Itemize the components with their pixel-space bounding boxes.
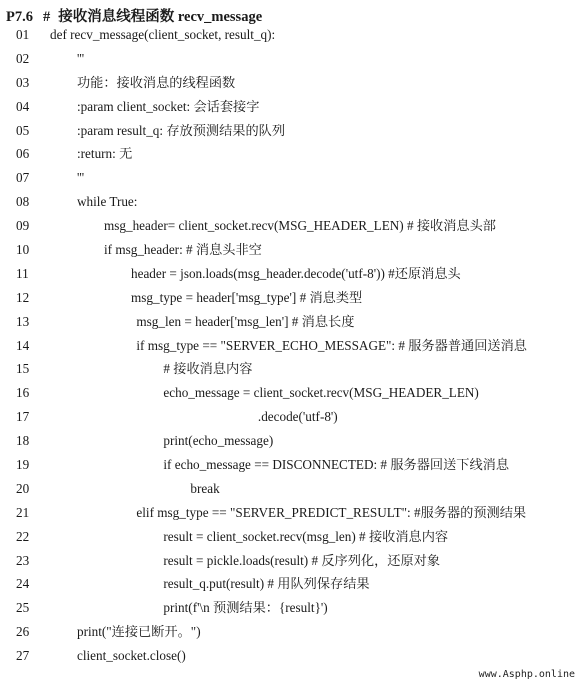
code-line	[0, 453, 581, 477]
code-line	[0, 429, 581, 453]
line-number: 25	[16, 600, 30, 616]
line-code: if echo_message == DISCONNECTED: # 服务器回送下线消息	[163, 457, 510, 473]
code-line	[0, 596, 581, 620]
line-number: 12	[16, 289, 30, 305]
line-code: msg_len = header['msg_len'] # 消息长度	[136, 313, 355, 329]
line-number: 01	[16, 27, 30, 42]
line-number: 05	[16, 122, 30, 138]
code-line	[0, 310, 581, 334]
line-number: 09	[16, 218, 30, 234]
line-number: 14	[16, 337, 30, 353]
line-code: while True:	[77, 194, 138, 210]
code-line	[0, 477, 581, 501]
code-line	[0, 549, 581, 573]
line-code: elif msg_type == "SERVER_PREDICT_RESULT": #服务器的预测结果	[136, 504, 527, 520]
code-line	[0, 286, 581, 310]
line-code: '''	[77, 50, 85, 66]
line-number: 17	[16, 409, 30, 425]
line-code: msg_header= client_socket.recv(MSG_HEADER_LEN) # 接收消息头部	[104, 218, 496, 234]
line-code: result = pickle.loads(result) # 反序列化，还原对象	[163, 552, 441, 568]
code-line	[0, 381, 581, 405]
line-code: :param result_q: 存放预测结果的队列	[77, 122, 286, 138]
code-listing	[0, 23, 581, 668]
line-number: 26	[16, 624, 30, 640]
code-line	[0, 357, 581, 381]
line-code: def recv_message(client_socket, result_q):	[50, 27, 276, 42]
line-code: 功能：接收消息的线程函数	[77, 74, 236, 90]
code-line	[0, 214, 581, 238]
line-number: 18	[16, 433, 30, 449]
line-number: 03	[16, 74, 30, 90]
listing-number: P7.6	[6, 9, 33, 25]
code-line	[0, 238, 581, 262]
code-line	[0, 166, 581, 190]
code-line	[0, 572, 581, 596]
listing-hash: #	[42, 9, 51, 25]
line-number: 07	[16, 170, 30, 186]
code-line	[0, 47, 581, 71]
line-number: 13	[16, 313, 30, 329]
line-code: # 接收消息内容	[163, 361, 253, 377]
listing-caption: 接收消息线程函数 recv_message	[58, 9, 263, 25]
code-line	[0, 644, 581, 668]
line-code: break	[190, 480, 220, 496]
code-line	[0, 262, 581, 286]
code-line	[0, 405, 581, 429]
line-code: result_q.put(result) # 用队列保存结果	[163, 576, 370, 592]
line-number: 20	[16, 480, 30, 496]
line-code: :param client_socket: 会话套接字	[77, 98, 260, 114]
line-number: 21	[16, 504, 30, 520]
line-number: 19	[16, 457, 30, 473]
line-number: 02	[16, 50, 30, 66]
code-line	[0, 620, 581, 644]
code-line	[0, 501, 581, 525]
line-number: 08	[16, 194, 30, 210]
line-number: 16	[16, 385, 30, 401]
code-line	[0, 119, 581, 143]
line-number: 04	[16, 98, 30, 114]
code-line	[0, 142, 581, 166]
line-number: 06	[16, 146, 30, 162]
code-line	[0, 95, 581, 119]
line-number: 22	[16, 528, 30, 544]
code-line	[0, 190, 581, 214]
line-code: if msg_type == "SERVER_ECHO_MESSAGE": # 服务器普通回送消息	[136, 337, 527, 353]
line-code: echo_message = client_socket.recv(MSG_HEADER_LEN)	[163, 385, 479, 401]
line-code: print(echo_message)	[163, 433, 274, 449]
code-line	[0, 71, 581, 95]
line-code: print(f'\n 预测结果：{result}')	[163, 600, 328, 616]
line-code: msg_type = header['msg_type'] # 消息类型	[131, 289, 363, 305]
line-code: .decode('utf-8')	[257, 409, 338, 425]
line-number: 10	[16, 242, 30, 258]
line-number: 23	[16, 552, 30, 568]
line-code: :return: 无	[77, 146, 133, 162]
line-number: 27	[16, 648, 30, 664]
line-number: 24	[16, 576, 30, 592]
line-number: 11	[16, 265, 29, 281]
code-line	[0, 525, 581, 549]
line-code: if msg_header: # 消息头非空	[104, 242, 262, 258]
line-code: result = client_socket.recv(msg_len) # 接收消息内容	[163, 528, 449, 544]
line-code: '''	[77, 170, 85, 186]
code-line	[0, 23, 581, 47]
line-number: 15	[16, 361, 30, 377]
watermark: www.Asphp.online	[478, 669, 575, 680]
line-code: print("连接已断开。")	[77, 624, 201, 640]
line-code: client_socket.close()	[77, 648, 186, 664]
code-line	[0, 334, 581, 358]
line-code: header = json.loads(msg_header.decode('utf-8')) #还原消息头	[131, 265, 461, 281]
